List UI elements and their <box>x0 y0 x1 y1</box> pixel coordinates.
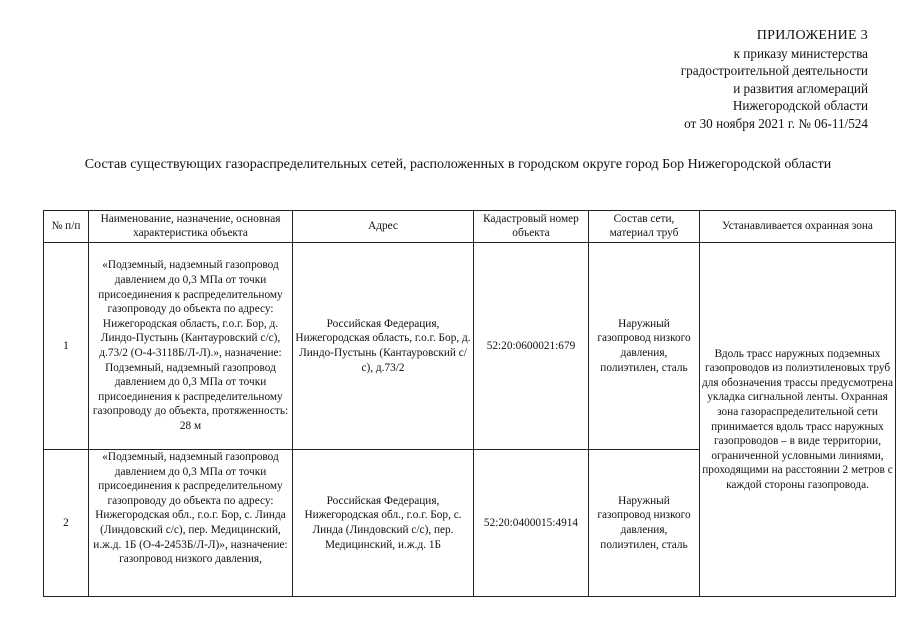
header-network: Состав сети, материал труб <box>589 211 700 243</box>
cadastral-number: 52:20:0600021:679 <box>474 243 589 450</box>
table-row <box>44 243 896 450</box>
header-line: и развития агломераций <box>733 80 868 96</box>
object-name: «Подземный, надземный газопровод давлением до 0,3 МПа от точки присоединения к распределительному газопроводу до объекта по адресу: Нижегородская область, г.о.г. Бор, д. Линдо-Пустынь (Кантауровский с/с), д.73/2 (О-4-3118Б/Л-Л).», назначение: Подземный, надземный газопровод давлением до 0,3 МПа от точки присоединения к распределительному газопроводу до объекта, протяженность: 28 м <box>89 243 293 450</box>
appendix-title: ПРИЛОЖЕНИЕ 3 <box>756 28 868 43</box>
table-header-row <box>44 211 896 243</box>
header-zone: Устанавливается охранная зона <box>700 211 896 243</box>
row-number: 1 <box>44 243 89 450</box>
object-name <box>89 450 293 597</box>
row-number: 2 <box>44 450 89 597</box>
protection-zone: Вдоль трасс наружных подземных газопроводов из полиэтиленовых труб для обозначения трассы предусмотрена укладка сигнальной ленты. Охранная зона газораспределительной сети принимается вдоль трасс наружных газопроводов – в виде территории, ограниченной условными линиями, проходящими на расстоянии 2 метров с каждой стороны газопровода. <box>700 243 896 597</box>
header-name: Наименование, назначение, основная характеристика объекта <box>89 211 293 243</box>
header-line: градостроительной деятельности <box>680 63 868 79</box>
header-address: Адрес <box>293 211 474 243</box>
appendix-header <box>681 27 868 133</box>
gas-network-table <box>43 210 896 597</box>
header-cadastral: Кадастровый номер объекта <box>474 211 589 243</box>
cadastral-number: 52:20:0400015:4914 <box>474 450 589 597</box>
object-address: Российская Федерация, Нижегородская область, г.о.г. Бор, д. Линдо-Пустынь (Кантауровский с/с), д.73/2 <box>293 243 474 450</box>
object-address: Российская Федерация, Нижегородская обл., г.о.г. Бор, с. Линда (Линдовский с/с), пер. Медицинский, и.ж.д. 1Б <box>293 450 474 597</box>
network-composition: Наружный газопровод низкого давления, полиэтилен, сталь <box>589 450 700 597</box>
document-title: Состав существующих газораспределительных сетей, расположенных в городском округе город Бор Нижегородской области <box>84 157 832 172</box>
header-line: от 30 ноября 2021 г. № 06-11/524 <box>684 115 868 131</box>
header-number: № п/п <box>44 211 89 243</box>
header-line: к приказу министерства <box>733 45 868 61</box>
object-name-text: «Подземный, надземный газопровод давлением до 0,3 МПа от точки присоединения к распределительному газопроводу до объекта по адресу: Нижегородская обл., г.о.г. Бор, с. Линда (Линдовский с/с), пер. Медицинский, и.ж.д. 1Б (О-4-2453Б/Л-Л)», назначение: газопровод низкого давления, <box>93 451 288 566</box>
header-line: Нижегородской области <box>732 98 868 114</box>
network-composition: Наружный газопровод низкого давления, полиэтилен, сталь <box>589 243 700 450</box>
